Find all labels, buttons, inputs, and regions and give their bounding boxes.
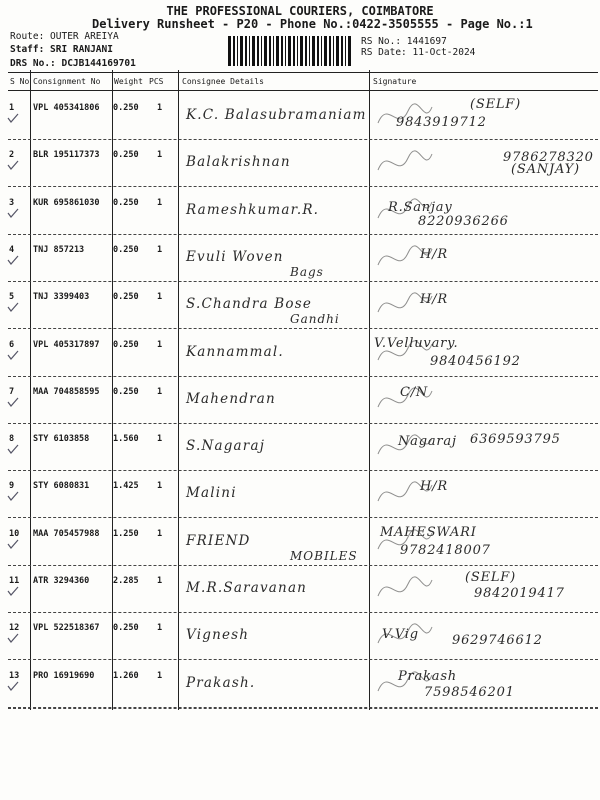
- consignee-name: Balakrishnan: [186, 154, 291, 171]
- serial-number: 10: [9, 528, 20, 539]
- pcs-value: 1: [157, 244, 163, 255]
- staff-label: Staff: SRI RANJANI: [10, 44, 113, 55]
- signature-phone: 7598546201: [424, 684, 515, 700]
- pcs-value: 1: [157, 197, 163, 208]
- drs-number: DRS No.: DCJB144169701: [10, 58, 136, 69]
- serial-number: 5: [9, 292, 15, 303]
- serial-number: 7: [9, 386, 15, 397]
- consignee-name: Vignesh: [186, 627, 250, 644]
- consignment-number: TNJ 857213: [33, 244, 85, 255]
- signature-phone: (SANJAY): [511, 162, 580, 178]
- table-row: [0, 661, 600, 709]
- serial-number: 3: [9, 197, 15, 208]
- runsheet-title: Delivery Runsheet - P20 - Phone No.:0422-3505555 - Page No.:1: [92, 17, 533, 31]
- consignee-name: Evuli Woven: [186, 248, 284, 265]
- signature-text: V.Vig: [382, 627, 419, 643]
- signature-text: H/R: [420, 479, 448, 495]
- pcs-value: 1: [157, 670, 163, 681]
- signature-phone: 9843919712: [396, 115, 487, 130]
- consignment-number: PRO 16919690: [33, 670, 95, 681]
- consignment-number: MAA 704858595: [33, 386, 100, 397]
- consignee-name-line2: Bags: [290, 264, 324, 279]
- table-row: [0, 377, 600, 425]
- column-header-weight: Weight: [114, 77, 143, 86]
- table-row: [0, 282, 600, 330]
- pcs-value: 1: [157, 576, 163, 586]
- company-title: THE PROFESSIONAL COURIERS, COIMBATORE: [166, 4, 434, 18]
- signature-scribble: [372, 235, 598, 283]
- pcs-value: 1: [157, 481, 163, 492]
- check-mark-icon: [7, 302, 19, 312]
- consignee-name: Malini: [186, 485, 237, 502]
- pcs-value: 1: [157, 292, 163, 303]
- weight-value: 0.250: [113, 339, 139, 350]
- signature-phone: 8220936266: [418, 213, 509, 229]
- weight-value: 2.285: [113, 576, 139, 586]
- consignee-name: FRIEND: [186, 532, 251, 549]
- check-mark-icon: [7, 255, 19, 265]
- check-mark-icon: [7, 681, 19, 691]
- table-row: [0, 330, 600, 378]
- table-row: [0, 424, 600, 472]
- weight-value: 0.250: [113, 197, 139, 208]
- serial-number: 8: [9, 434, 15, 445]
- signature-text: C/N: [400, 384, 429, 400]
- signature-text: H/R: [420, 246, 448, 262]
- pcs-value: 1: [157, 528, 163, 539]
- signature-phone: 9842019417: [474, 586, 565, 601]
- signature-text: (SELF): [465, 570, 516, 585]
- consignment-number: STY 6103858: [33, 434, 90, 445]
- column-header-sno: S No: [10, 77, 30, 86]
- check-mark-icon: [7, 397, 19, 407]
- signature-text: Nagaraj: [398, 434, 457, 450]
- route-label: Route: OUTER AREIYA: [10, 31, 119, 42]
- serial-number: 12: [9, 623, 20, 634]
- consignment-number: ATR 3294360: [33, 576, 90, 586]
- signature-text: 9786278320: [503, 150, 594, 166]
- check-mark-icon: [7, 539, 19, 549]
- check-mark-icon: [7, 444, 19, 454]
- header-bottom-rule: [8, 90, 598, 91]
- signature-text: Prakash: [398, 668, 457, 684]
- serial-number: 6: [9, 339, 15, 350]
- serial-number: 2: [9, 150, 15, 161]
- consignee-name: Mahendran: [186, 390, 276, 407]
- signature-scribble: [372, 471, 598, 519]
- consignment-number: KUR 695861030: [33, 197, 100, 208]
- table-row: [0, 188, 600, 236]
- signature-text: V.Velluvary.: [374, 335, 459, 351]
- check-mark-icon: [7, 350, 19, 360]
- table-row: [0, 471, 600, 519]
- table-row: [0, 519, 600, 567]
- signature-phone: 9629746612: [452, 633, 543, 649]
- weight-value: 0.250: [113, 623, 139, 634]
- pcs-value: 1: [157, 386, 163, 397]
- weight-value: 0.250: [113, 292, 139, 303]
- consignee-name-line2: MOBILES: [290, 548, 358, 563]
- consignee-name: S.Chandra Bose: [186, 296, 313, 313]
- pcs-value: 1: [157, 434, 163, 445]
- consignee-name: Rameshkumar.R.: [186, 201, 320, 218]
- rs-date: RS Date: 11-Oct-2024: [361, 47, 476, 58]
- serial-number: 9: [9, 481, 15, 492]
- check-mark-icon: [7, 633, 19, 643]
- serial-number: 13: [9, 670, 20, 681]
- column-header-consignment: Consignment No: [33, 77, 101, 86]
- signature-text: MAHESWARI: [380, 524, 477, 540]
- check-mark-icon: [7, 586, 19, 596]
- column-header-consignee: Consignee Details: [182, 77, 264, 86]
- consignee-name: Kannammal.: [186, 343, 284, 360]
- check-mark-icon: [7, 491, 19, 501]
- signature-text: H/R: [420, 292, 448, 308]
- pcs-value: 1: [157, 623, 163, 634]
- table-row: [0, 140, 600, 188]
- consignee-name: K.C. Balasubramaniam: [186, 107, 367, 123]
- table-row: [0, 235, 600, 283]
- serial-number: 1: [9, 103, 15, 113]
- signature-text: R.Sanjay: [388, 199, 453, 215]
- consignment-number: VPL 405341806: [33, 103, 100, 113]
- weight-value: 0.250: [113, 150, 139, 161]
- pcs-value: 1: [157, 103, 163, 113]
- row-separator: [8, 707, 598, 708]
- consignee-name: Prakash.: [186, 674, 256, 691]
- weight-value: 1.250: [113, 528, 139, 539]
- consignment-number: VPL 405317897: [33, 339, 100, 350]
- consignment-number: BLR 195117373: [33, 150, 100, 161]
- table-row: [0, 93, 600, 141]
- signature-text: (SELF): [470, 97, 521, 112]
- weight-value: 0.250: [113, 244, 139, 255]
- pcs-value: 1: [157, 150, 163, 161]
- weight-value: 1.560: [113, 434, 139, 445]
- consignee-name-line2: Gandhi: [290, 312, 340, 327]
- signature-scribble: [372, 282, 598, 330]
- consignment-number: VPL 522518367: [33, 623, 100, 634]
- consignment-number: STY 6080831: [33, 481, 90, 492]
- check-mark-icon: [7, 113, 19, 123]
- barcode-image: [228, 36, 352, 66]
- consignee-name: S.Nagaraj: [186, 438, 266, 455]
- table-row: [0, 566, 600, 614]
- signature-phone: 6369593795: [470, 432, 561, 448]
- consignee-name: M.R.Saravanan: [186, 580, 308, 596]
- consignment-number: MAA 705457988: [33, 528, 100, 539]
- table-row: [0, 613, 600, 661]
- table-top-rule: [8, 72, 598, 73]
- rs-number: RS No.: 1441697: [361, 36, 447, 47]
- serial-number: 4: [9, 244, 15, 255]
- weight-value: 1.425: [113, 481, 139, 492]
- column-header-signature: Signature: [373, 77, 417, 86]
- weight-value: 0.250: [113, 103, 139, 113]
- weight-value: 0.250: [113, 386, 139, 397]
- check-mark-icon: [7, 160, 19, 170]
- check-mark-icon: [7, 208, 19, 218]
- weight-value: 1.260: [113, 670, 139, 681]
- signature-phone: 9840456192: [430, 353, 521, 369]
- pcs-value: 1: [157, 339, 163, 350]
- signature-phone: 9782418007: [400, 542, 491, 558]
- serial-number: 11: [9, 576, 20, 586]
- consignment-number: TNJ 3399403: [33, 292, 90, 303]
- column-header-pcs: PCS: [149, 77, 164, 86]
